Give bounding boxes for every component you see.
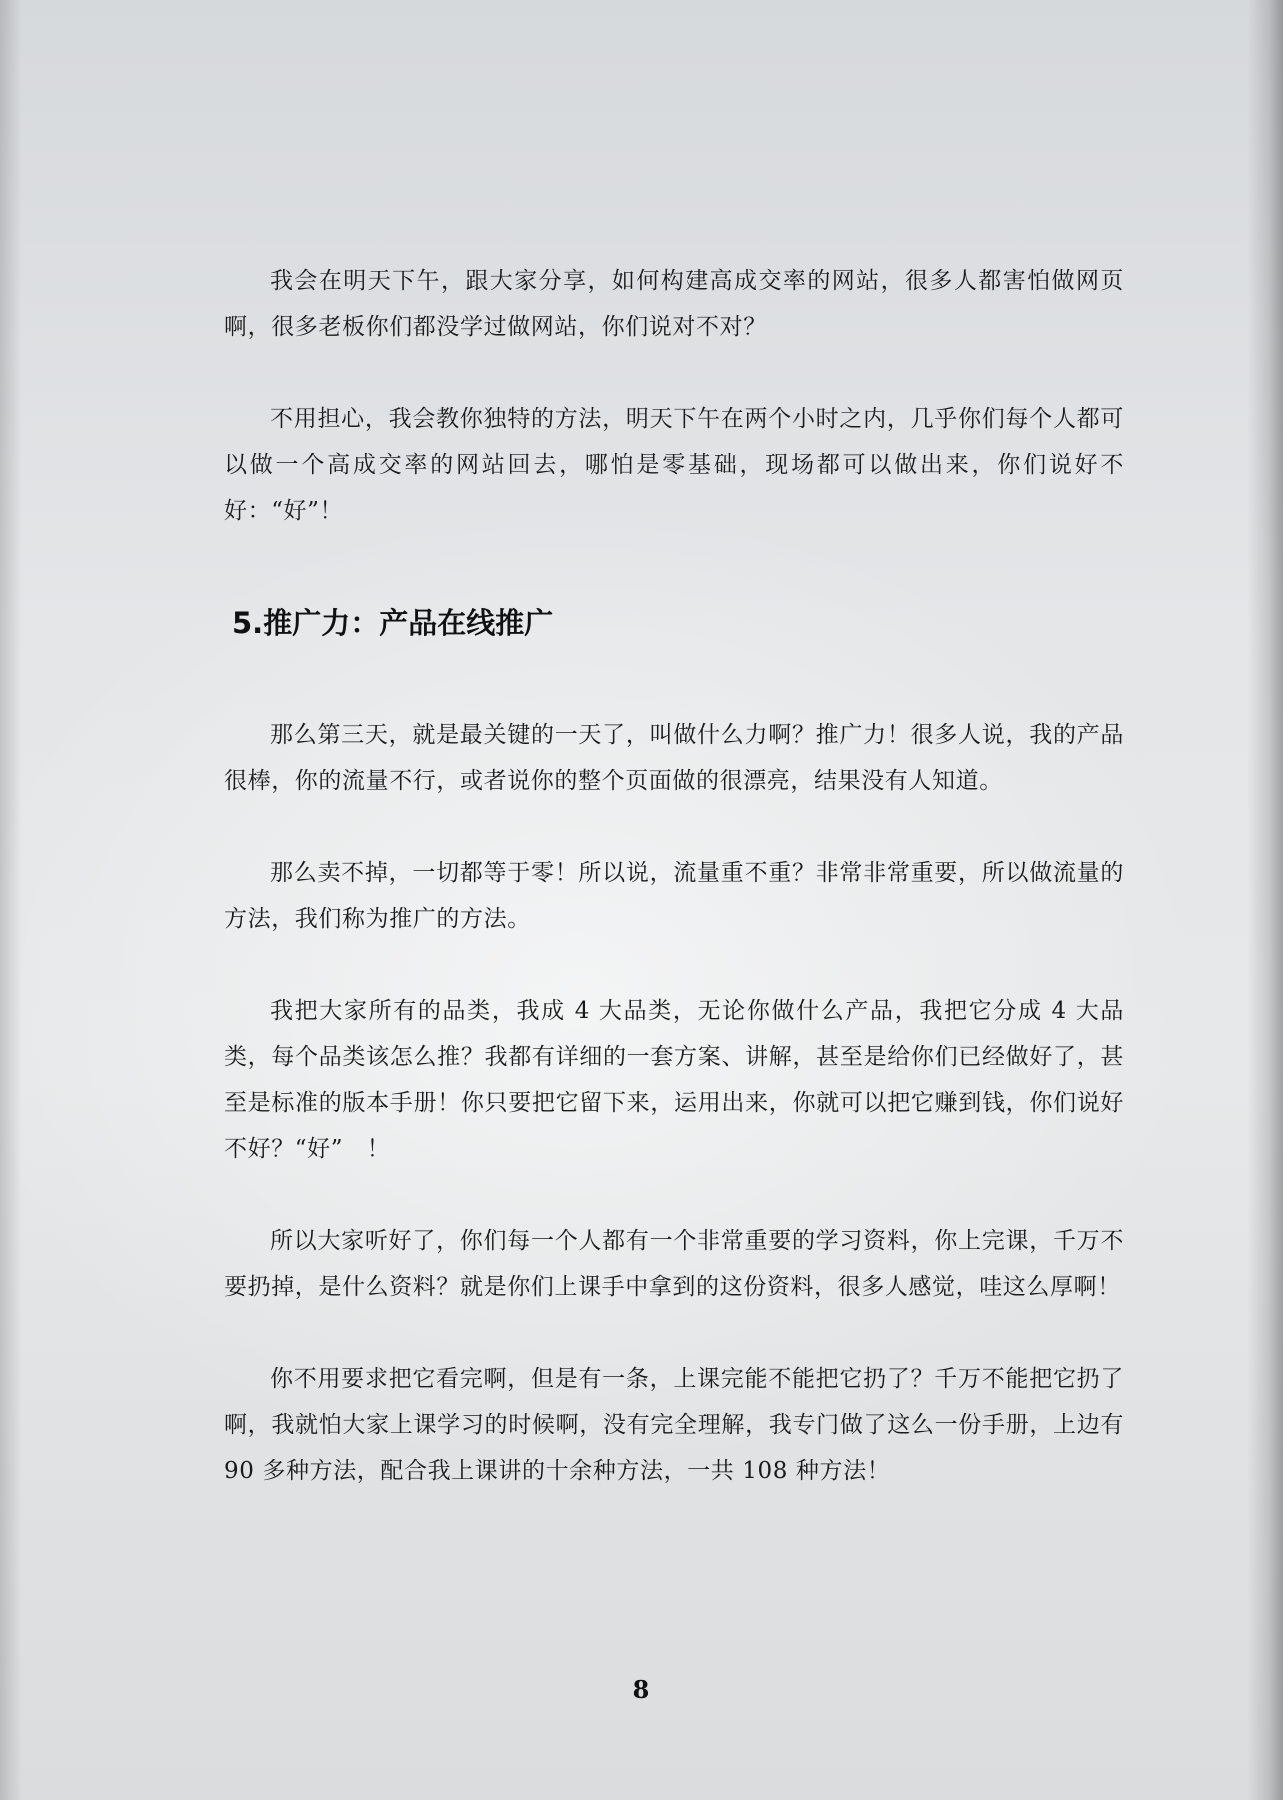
- page-number: 8: [632, 1675, 650, 1704]
- paragraph-1: 我会在明天下午，跟大家分享，如何构建高成交率的网站，很多人都害怕做网页啊，很多老板你们都没学过做网站，你们说对不对？: [224, 268, 1124, 340]
- paragraph-4: 那么卖不掉，一切都等于零！所以说，流量重不重？非常非常重要，所以做流量的方法，我们称为推广的方法。: [224, 860, 1124, 932]
- page-body: [224, 258, 1124, 1494]
- paragraph-5: 我把大家所有的品类，我成 4 大品类，无论你做什么产品，我把它分成 4 大品类，每个品类该怎么推？我都有详细的一套方案、讲解，甚至是给你们已经做好了，甚至是标准的版本手册！你只要把它留下来，运用出来，你就可以把它赚到钱，你们说好不好？“好” ！: [224, 998, 1124, 1162]
- paragraph-6: 所以大家听好了，你们每一个人都有一个非常重要的学习资料，你上完课，千万不要扔掉，是什么资料？就是你们上课手中拿到的这份资料，很多人感觉，哇这么厚啊！: [224, 1228, 1124, 1300]
- paragraph-3: 那么第三天，就是最关键的一天了，叫做什么力啊？推广力！很多人说，我的产品很棒，你的流量不行，或者说你的整个页面做的很漂亮，结果没有人知道。: [224, 722, 1124, 794]
- page-shadow-right: [1247, 0, 1283, 1800]
- page-shadow-left: [0, 0, 22, 1800]
- paragraph-7: 你不用要求把它看完啊，但是有一条，上课完能不能把它扔了？千万不能把它扔了啊，我就怕大家上课学习的时候啊，没有完全理解，我专门做了这么一份手册，上边有 90 多种方法，配合我上课讲的十余种方法，一共 108 种方法！: [224, 1366, 1124, 1484]
- section-heading: 5.推广力：产品在线推广: [232, 606, 554, 640]
- paragraph-2: 不用担心，我会教你独特的方法，明天下午在两个小时之内，几乎你们每个人都可以做一个高成交率的网站回去，哪怕是零基础，现场都可以做出来，你们说好不好：“好”！: [224, 406, 1124, 524]
